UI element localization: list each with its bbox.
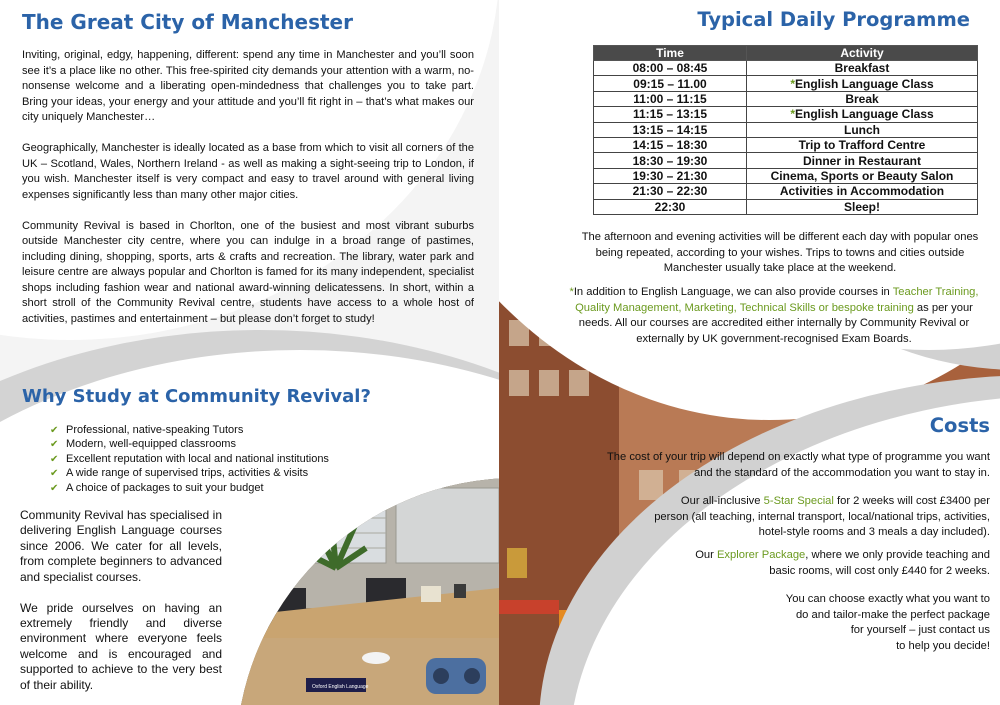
why-title: Why Study at Community Revival?	[22, 386, 371, 407]
costs-title: Costs	[929, 414, 990, 437]
table-row: 11:15 – 13:15 *English Language Class	[594, 107, 978, 122]
about-paragraph-1: Community Revival has specialised in delivering English Language courses since 2006. We cater for all levels, from complete beginners to advanced and specialist courses.	[20, 508, 222, 584]
closing-message: You can choose exactly what you want to do and tailor-make the perfect package for yourself – just contact us to help you decide!	[785, 593, 990, 652]
explorer-highlight: Explorer Package	[716, 549, 806, 561]
list-item: ✔ A choice of packages to suit your budget	[50, 481, 329, 495]
explorer-offer: Our Explorer Package, where we only provide teaching and basic rooms, will cost only £440 for 2 weeks.	[695, 549, 990, 577]
five-star-highlight: 5-Star Special	[763, 495, 834, 507]
about-paragraph-2: We pride ourselves on having an extremely friendly and diverse environment where everyone feels welcome and is encouraged and supported to achieve to the very best of their ability.	[20, 600, 222, 692]
table-row: 19:30 – 21:30 Cinema, Sports or Beauty Salon	[594, 168, 978, 183]
list-item: ✔ A wide range of supervised trips, activities & visits	[50, 466, 329, 480]
course-list-highlight: Teacher Training, Quality Management, Marketing, Technical Skills or bespoke training	[575, 286, 979, 314]
city-paragraph-3: Community Revival is based in Chorlton, one of the busiest and most vibrant suburbs outside Manchester city centre, where you can indulge in a broad range of pastimes, including dining, shopping, sports, arts & crafts and recreation. The library, water park and leisure centre are always popular and Chorlton is famed for its many independent, specialist shops including fashion wear and national award-winning delicatessens. In short, within a short stroll of the Community Revival centre, students have access to a whole host of activities, pastimes and entertainment – but please don’t forget to study!	[22, 219, 474, 325]
list-item: ✔ Modern, well-equipped classrooms	[50, 437, 329, 451]
check-icon: ✔	[50, 482, 59, 494]
check-icon: ✔	[50, 439, 59, 451]
five-star-offer: Our all-inclusive 5-Star Special for 2 weeks will cost £3400 per person (all teaching, internal transport, local/national trips, activities, hotel-style rooms and 3 meals a day included).	[654, 495, 990, 538]
table-row: 11:00 – 11:15 Break	[594, 91, 978, 106]
afternoon-note: The afternoon and evening activities will be different each day with popular ones being repeated, according to your wishes. Trips to towns and cities outside Manchester usually take place at the weekend.	[581, 231, 979, 274]
table-row: 13:15 – 14:15 Lunch	[594, 122, 978, 137]
city-description	[22, 48, 474, 343]
table-row: 18:30 – 19:30 Dinner in Restaurant	[594, 153, 978, 168]
list-item: ✔ Excellent reputation with local and national institutions	[50, 452, 329, 466]
city-paragraph-2: Geographically, Manchester is ideally located as a base from which to visit all corners of the UK – Scotland, Wales, Northern Ireland - as well as making a sight-seeing trip to London, if you wish. Manchester itself is very compact and easy to travel around with general living expenses significantly less than many other major cities.	[22, 142, 474, 201]
check-icon: ✔	[50, 453, 59, 465]
table-row: 14:15 – 18:30 Trip to Trafford Centre	[594, 137, 978, 152]
table-header-row	[594, 46, 978, 61]
daily-programme-table	[593, 45, 978, 215]
list-item: ✔ Professional, native-speaking Tutors	[50, 423, 329, 437]
table-row: 08:00 – 08:45 Breakfast	[594, 61, 978, 76]
city-title: The Great City of Manchester	[22, 10, 353, 34]
table-row: 09:15 – 11.00 *English Language Class	[594, 76, 978, 91]
table-row: 22:30 Sleep!	[594, 199, 978, 214]
right-page	[499, 0, 1000, 705]
column-header-activity: Activity	[747, 46, 978, 61]
about-description	[20, 508, 222, 705]
column-header-time: Time	[594, 46, 747, 61]
costs-intro: The cost of your trip will depend on exactly what type of programme you want and the standard of the accommodation you want to stay in.	[606, 451, 990, 479]
why-list	[50, 423, 329, 495]
table-row: 21:30 – 22:30 Activities in Accommodation	[594, 184, 978, 199]
check-icon: ✔	[50, 425, 59, 436]
programme-title: Typical Daily Programme	[697, 8, 970, 31]
check-icon: ✔	[50, 468, 59, 480]
courses-note: *In addition to English Language, we can also provide courses in Teacher Training, Quality Management, Marketing, Technical Skills or bespoke training as per your needs. All our courses are accredited either internally by Community Revival or externally by UK government-recognised Exam Boards.	[569, 286, 979, 345]
classroom-book-label: Oxford English Language	[312, 684, 369, 690]
left-page	[0, 0, 499, 705]
city-paragraph-1: Inviting, original, edgy, happening, different: spend any time in Manchester and you’ll soon see it’s a place like no other. This free-spirited city demands your attention with a warm, no-nonsense welcome and a liberating open-mindedness that challenges you to take part. Bring your ideas, your energy and your attitude and you’ll fit right in – that’s what makes our city uniquely Manchester…	[22, 49, 474, 123]
